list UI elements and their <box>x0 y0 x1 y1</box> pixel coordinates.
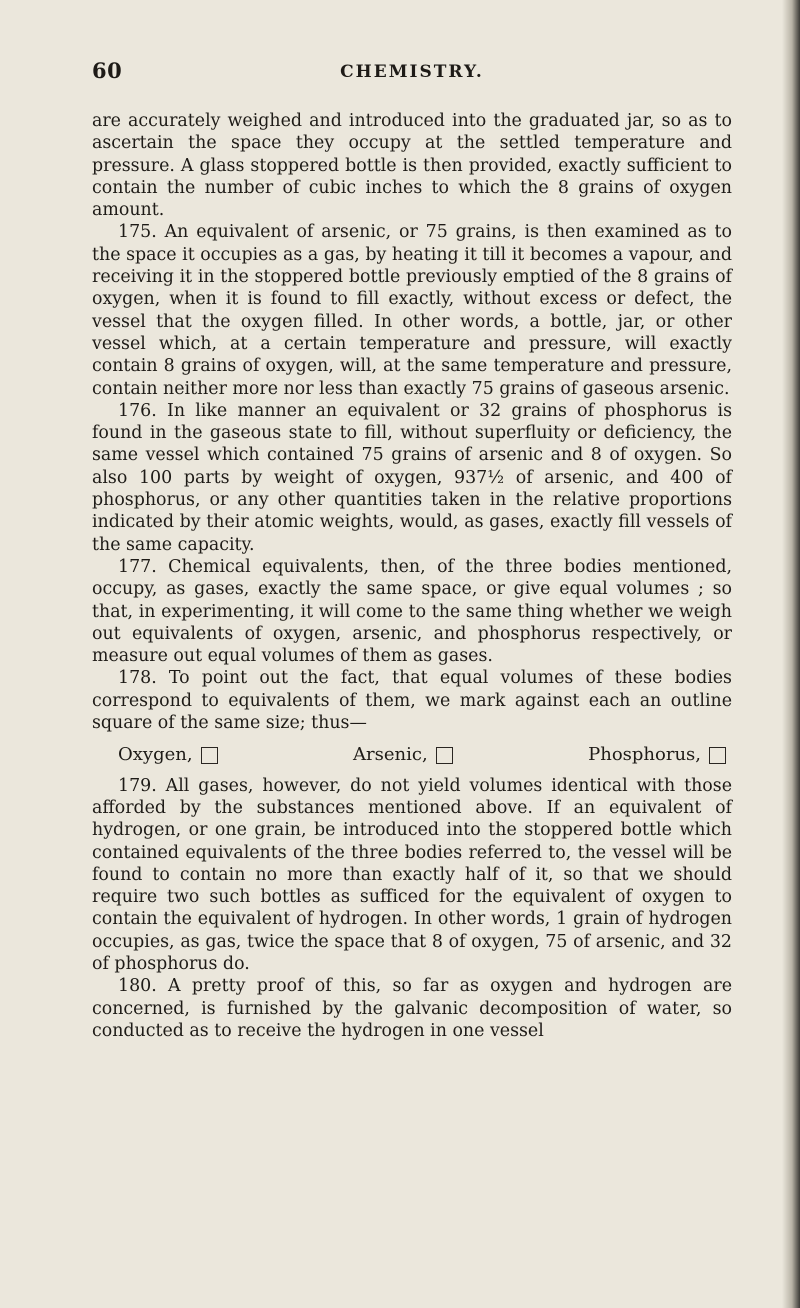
square-icon <box>709 747 726 764</box>
paragraph-176: 176. In like manner an equivalent or 32 grains of phosphorus is found in the gaseous state to fill, without superfluity or deficiency, the same vessel which contained 75 grains of arsenic and 8 of oxygen. So also 100 parts by weight of oxygen, 937½ of arsenic, and 400 of phosphorus, or any other quantities taken in the relative proportions indicated by their atomic weights, would, as gases, exactly fill vessels of the same capacity. <box>92 400 732 555</box>
page-edge-shadow <box>782 0 800 1308</box>
oxygen-label: Oxygen, <box>118 744 193 766</box>
phosphorus-volume <box>588 744 726 766</box>
volume-squares-row <box>92 744 732 766</box>
arsenic-label: Arsenic, <box>353 744 428 766</box>
page-number: 60 <box>92 58 123 83</box>
running-head <box>92 58 732 88</box>
paragraph-178: 178. To point out the fact, that equal volumes of these bodies correspond to equivalents of them, we mark against each an outline square of the same size; thus— <box>92 668 732 734</box>
running-title: CHEMISTRY. <box>340 62 484 82</box>
paragraph-177: 177. Chemical equivalents, then, of the three bodies mentioned, occupy, as gases, exactly the same space, or give equal volumes ; so that, in experimenting, it will come to the same thing whether we weigh out equivalents of oxygen, arsenic, and phosphorus respectively, or measure out equal volumes of them as gases. <box>92 556 732 667</box>
body-text <box>92 110 732 1042</box>
paragraph-continuation: are accurately weighed and introduced into the graduated jar, so as to ascertain the space they occupy at the settled temperature and pressure. A glass stoppered bottle is then provided, exactly sufficient to contain the number of cubic inches to which the 8 grains of oxygen amount. <box>92 111 732 221</box>
paragraph-180: 180. A pretty proof of this, so far as oxygen and hydrogen are concerned, is furnished by the galvanic decomposition of water, so conducted as to receive the hydrogen in one vessel <box>92 976 732 1041</box>
paragraph-175: 175. An equivalent of arsenic, or 75 grains, is then examined as to the space it occupies as a gas, by heating it till it becomes a vapour, and receiving it in the stoppered bottle previously emptied of the 8 grains of oxygen, when it is found to fill exactly, without excess or defect, the vessel that the oxygen filled. In other words, a bottle, jar, or other vessel which, at a certain temperature and pressure, will exactly contain 8 grains of oxygen, will, at the same temperature and pressure, contain neither more nor less than exactly 75 grains of gaseous arsenic. <box>92 222 732 399</box>
arsenic-volume <box>353 744 453 766</box>
phosphorus-label: Phosphorus, <box>588 744 701 766</box>
square-icon <box>436 747 453 764</box>
oxygen-volume <box>118 744 218 766</box>
paragraph-179: 179. All gases, however, do not yield volumes identical with those afforded by the substances mentioned above. If an equivalent of hydrogen, or one grain, be introduced into the stoppered bottle which contained equivalents of the three bodies referred to, the vessel will be found to contain no more than exactly half of it, so that we should require two such bottles as sufficed for the equivalent of oxygen to contain the equivalent of hydrogen. In other words, 1 grain of hydrogen occupies, as gas, twice the space that 8 of oxygen, 75 of arsenic, and 32 of phosphorus do. <box>92 775 732 974</box>
square-icon <box>201 747 218 764</box>
